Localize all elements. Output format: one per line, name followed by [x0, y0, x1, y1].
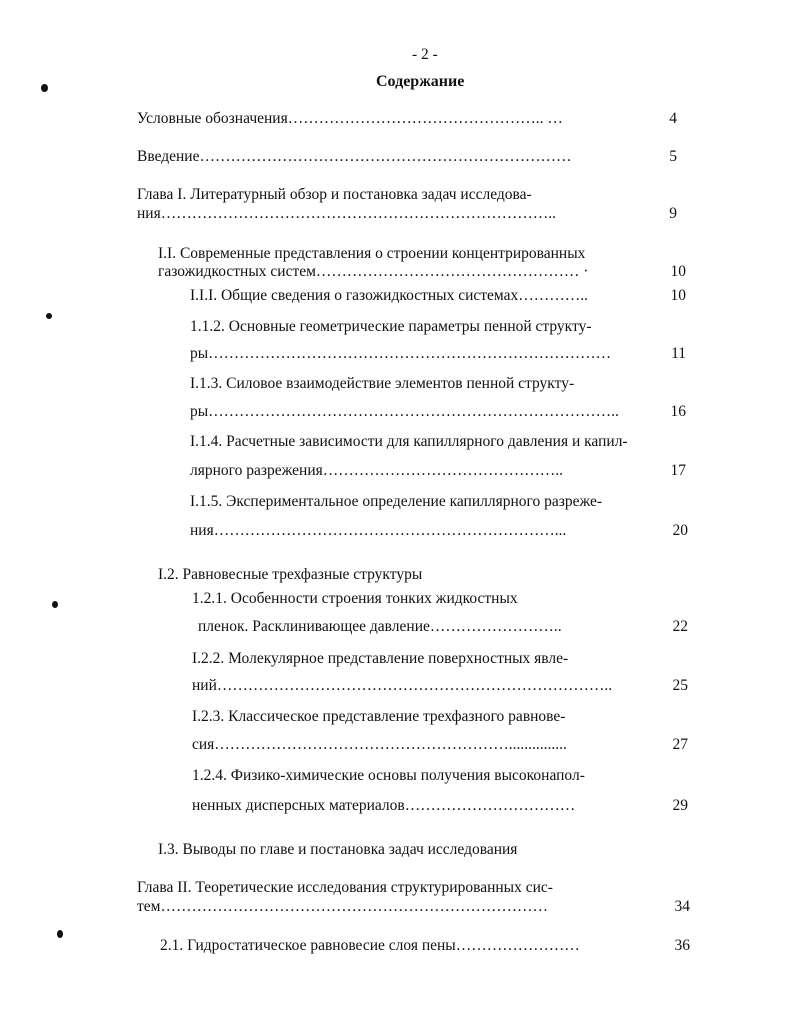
toc-entry-page: 17 [670, 462, 686, 479]
toc-entry-page: 9 [669, 205, 677, 222]
toc-entry-page: 34 [674, 898, 690, 915]
toc-entry-page: 4 [669, 110, 677, 127]
toc-entry-text: 2.1. Гидростатическое равновесие слоя пены…………………… [160, 937, 580, 954]
toc-entry-text: I.1.3. Силовое взаимодействие элементов пенной структу- [190, 375, 575, 392]
toc-entry-text: Глава I. Литературный обзор и постановка задач исследова- [137, 186, 532, 203]
scan-speck [46, 313, 52, 319]
toc-entry-page: 36 [674, 937, 690, 954]
toc-entry-text: I.2.2. Молекулярное представление поверхностных явле- [192, 650, 569, 667]
scan-speck [57, 930, 63, 938]
toc-entry-text: газожидкостных систем…………………………………………… · [158, 263, 589, 280]
toc-entry-page: 29 [672, 797, 688, 814]
toc-entry-page: 20 [672, 522, 688, 539]
toc-entry-text: сия…………………………………………………............... [192, 736, 567, 753]
toc-entry-page: 22 [672, 618, 688, 635]
toc-entry-page: 27 [672, 736, 688, 753]
toc-entry-text: Глава II. Теоретические исследования структурированных сис- [137, 879, 553, 896]
toc-entry-text: 1.1.2. Основные геометрические параметры пенной структу- [190, 318, 592, 335]
toc-entry-text: ния………………………………………………………………….. [137, 205, 556, 222]
page-title: Содержание [376, 73, 465, 90]
toc-entry-text: I.2. Равновесные трехфазные структуры [158, 566, 423, 583]
scan-speck [52, 601, 58, 608]
toc-entry-text: лярного разрежения……………………………………….. [190, 462, 563, 479]
toc-entry-page: 25 [672, 677, 688, 694]
toc-entry-text: I.I. Современные представления о строении концентрированных [158, 245, 586, 262]
toc-entry-text: Условные обозначения………………………………………….. … [137, 110, 563, 127]
toc-entry-text: ния…………………………………………………………... [190, 522, 567, 539]
toc-entry-text: 1.2.4. Физико-химические основы получения высоконапол- [192, 767, 585, 784]
toc-entry-text: I.1.4. Расчетные зависимости для капиллярного давления и капил- [190, 433, 628, 450]
toc-entry-text: I.I.I. Общие сведения о газожидкостных системах………….. [190, 287, 588, 304]
toc-entry-text: пленок. Расклинивающее давление…………………….. [198, 618, 562, 635]
toc-entry-text: 1.2.1. Особенности строения тонких жидкостных [192, 590, 518, 607]
toc-entry-text: I.2.3. Классическое представление трехфазного равнове- [192, 708, 566, 725]
page-number: - 2 - [412, 46, 438, 63]
toc-entry-text: тем………………………………………………………………… [137, 898, 548, 915]
toc-entry-text: ний………………………………………………………………….. [192, 677, 613, 694]
scan-speck [41, 84, 48, 92]
toc-entry-text: ненных дисперсных материалов…………………………… [192, 797, 576, 814]
toc-entry-text: ры…………………………………………………………………… [190, 345, 612, 362]
toc-entry-text: ры…………………………………………………………………….. [190, 403, 619, 420]
toc-entry-text: Введение……………………………………………………………… [137, 148, 572, 165]
toc-entry-text: I.1.5. Экспериментальное определение капиллярного разреже- [190, 493, 603, 510]
toc-entry-page: 10 [670, 263, 686, 280]
toc-entry-page: 5 [669, 148, 677, 165]
toc-entry-page: 10 [670, 287, 686, 304]
toc-entry-page: 16 [670, 403, 686, 420]
toc-entry-text: I.3. Выводы по главе и постановка задач исследования [158, 841, 518, 858]
toc-entry-page: 11 [671, 345, 686, 362]
